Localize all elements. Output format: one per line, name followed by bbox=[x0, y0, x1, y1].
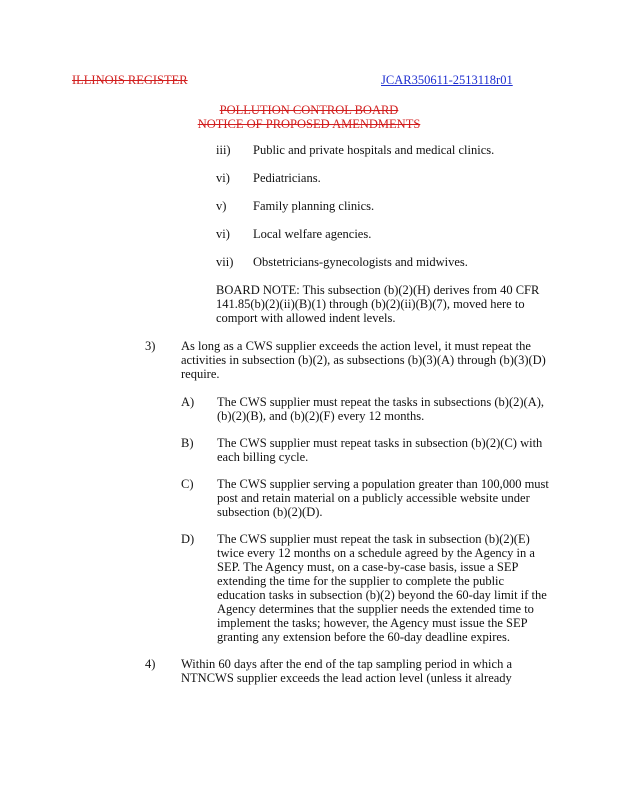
sub-line: Agency determines that the supplier needs the extended time to bbox=[217, 602, 534, 616]
sub-line: SEP. The Agency must, on a case-by-case basis, issue a SEP bbox=[217, 560, 519, 574]
list-item-label: vii) bbox=[216, 255, 234, 269]
agency-title: POLLUTION CONTROL BOARD bbox=[219, 103, 399, 117]
sub-line: post and retain material on a publicly accessible website under bbox=[217, 491, 530, 505]
list-item-text: Public and private hospitals and medical clinics. bbox=[253, 143, 495, 157]
sub-line: (b)(2)(B), and (b)(2)(F) every 12 months. bbox=[217, 409, 425, 423]
sub-label: A) bbox=[181, 395, 195, 409]
sub-line: subsection (b)(2)(D). bbox=[217, 505, 323, 519]
item-line: NTNCWS supplier exceeds the lead action level (unless it already bbox=[181, 671, 512, 685]
list-item-text: Pediatricians. bbox=[253, 171, 321, 185]
item-line: activities in subsection (b)(2), as subsections (b)(3)(A) through (b)(3)(D) bbox=[181, 353, 546, 367]
item-label: 4) bbox=[145, 657, 156, 671]
notice-title: NOTICE OF PROPOSED AMENDMENTS bbox=[197, 117, 421, 131]
sub-line: The CWS supplier serving a population greater than 100,000 must bbox=[217, 477, 549, 491]
list-item-text: Obstetricians-gynecologists and midwives. bbox=[253, 255, 468, 269]
sub-line: The CWS supplier must repeat the task in subsection (b)(2)(E) bbox=[217, 532, 530, 546]
sub-line: The CWS supplier must repeat tasks in subsection (b)(2)(C) with bbox=[217, 436, 543, 450]
sub-line: education tasks in subsection (b)(2) beyond the 60-day limit if the bbox=[217, 588, 547, 602]
list-item-label: iii) bbox=[216, 143, 231, 157]
sub-line: implement the tasks; however, the Agency must issue the SEP bbox=[217, 616, 528, 630]
list-item-label: v) bbox=[216, 199, 227, 213]
register-header: ILLINOIS REGISTER bbox=[72, 73, 188, 87]
list-item-label: vi) bbox=[216, 171, 230, 185]
item-line: Within 60 days after the end of the tap sampling period in which a bbox=[181, 657, 513, 671]
board-note-line: comport with allowed indent levels. bbox=[216, 311, 396, 325]
board-note-line: 141.85(b)(2)(ii)(B)(1) through (b)(2)(ii)(B)(7), moved here to bbox=[216, 297, 525, 311]
item-line: As long as a CWS supplier exceeds the action level, it must repeat the bbox=[181, 339, 531, 353]
board-note-line: BOARD NOTE: This subsection (b)(2)(H) derives from 40 CFR bbox=[216, 283, 540, 297]
sub-line: extending the time for the supplier to complete the public bbox=[217, 574, 505, 588]
item-line: require. bbox=[181, 367, 220, 381]
sub-label: B) bbox=[181, 436, 194, 450]
sub-line: twice every 12 months on a schedule agreed by the Agency in a bbox=[217, 546, 535, 560]
jcar-code: JCAR350611-2513118r01 bbox=[381, 73, 513, 87]
sub-line: each billing cycle. bbox=[217, 450, 309, 464]
item-label: 3) bbox=[145, 339, 156, 353]
sub-label: C) bbox=[181, 477, 194, 491]
list-item-text: Local welfare agencies. bbox=[253, 227, 372, 241]
list-item-label: vi) bbox=[216, 227, 230, 241]
sub-label: D) bbox=[181, 532, 195, 546]
sub-line: The CWS supplier must repeat the tasks in subsections (b)(2)(A), bbox=[217, 395, 545, 409]
list-item-text: Family planning clinics. bbox=[253, 199, 375, 213]
sub-line: granting any extension before the 60-day deadline expires. bbox=[217, 630, 510, 644]
